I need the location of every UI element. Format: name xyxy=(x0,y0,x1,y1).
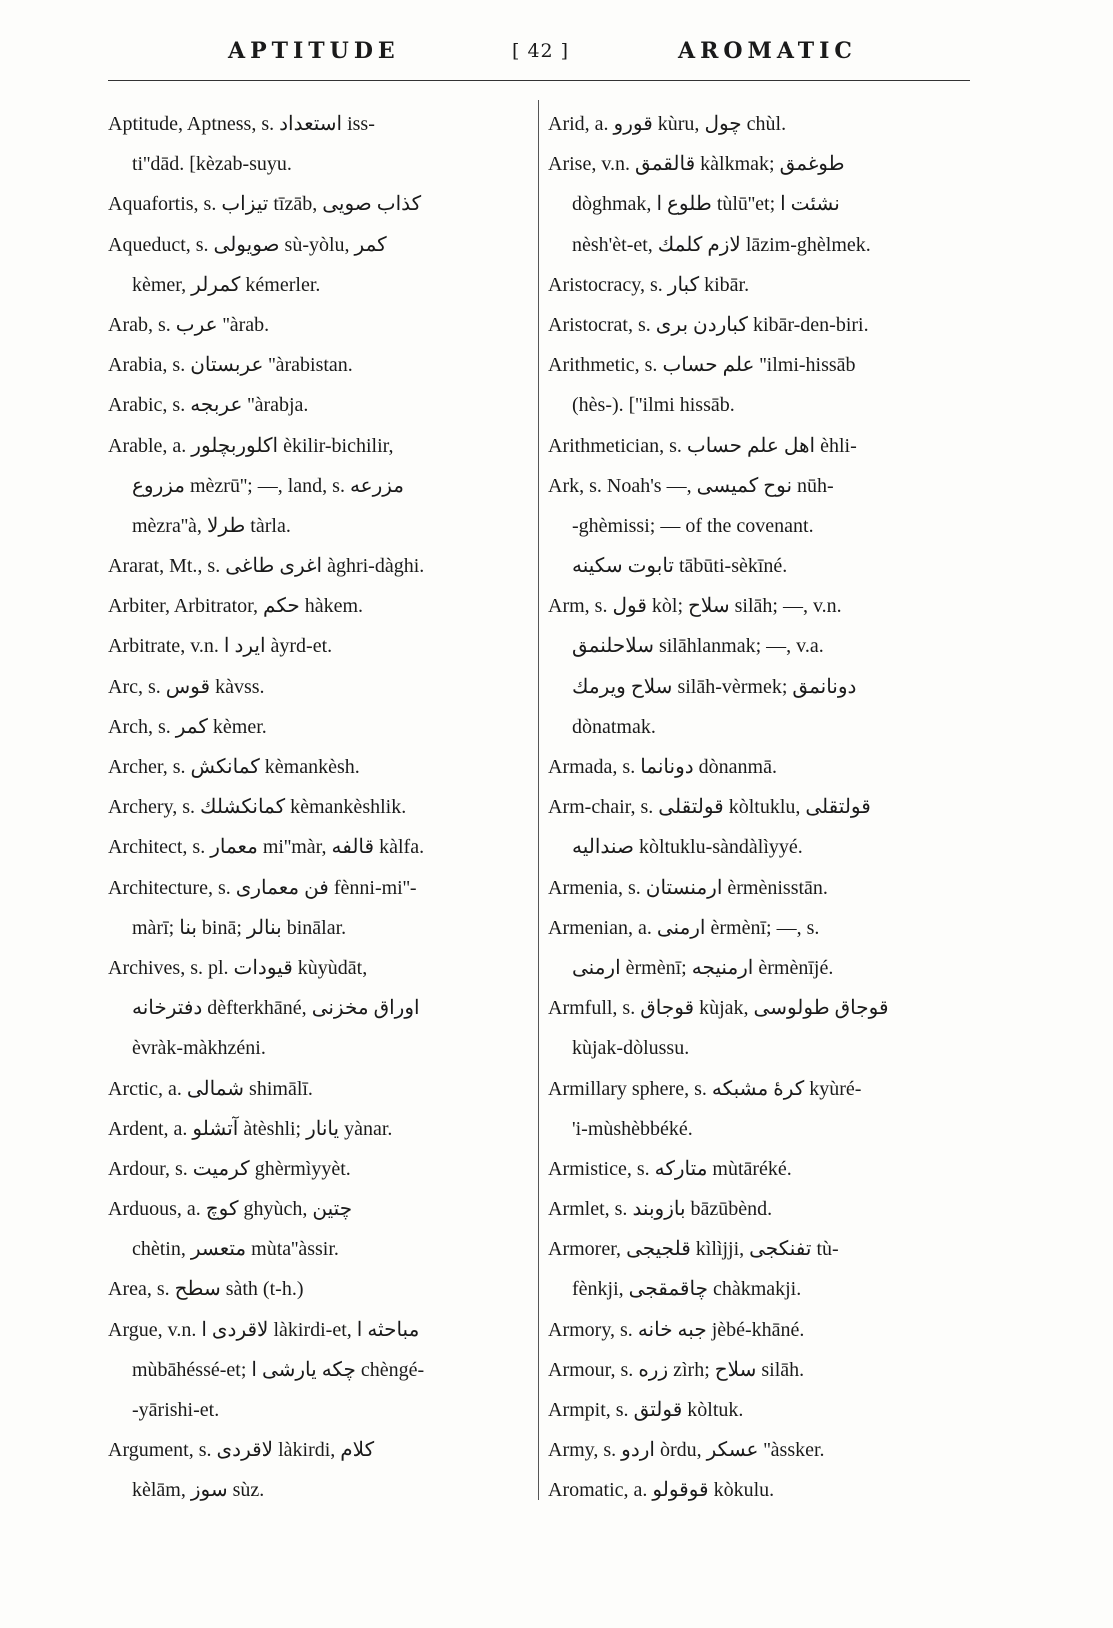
dictionary-entry xyxy=(108,1269,526,1309)
page-number: [ 42 ] xyxy=(512,40,570,62)
entry-continuation: kùjak-dòlussu. xyxy=(572,1037,690,1060)
dictionary-entry xyxy=(548,1229,966,1309)
header-rule xyxy=(108,80,970,81)
entry-continuation: chètin, متعسر mùta''àssir. xyxy=(132,1238,339,1261)
entry-continuation: صندالیه kòltuklu-sàndàlìyyé. xyxy=(572,836,803,859)
entry-continuation: mèzra''à, طرلا tàrla. xyxy=(132,514,291,537)
dictionary-entry xyxy=(548,1310,966,1350)
entry-headline: Arm-chair, s. قولتقلى kòltuklu, قولتقلى xyxy=(548,796,871,819)
dictionary-entry xyxy=(108,1109,526,1149)
entry-continuation: ارمنى èrmènī; ارمنيجه èrmènījé. xyxy=(572,956,834,979)
entry-continuation: -ghèmissi; — of the covenant. xyxy=(572,514,814,537)
dictionary-entry xyxy=(108,345,526,385)
entry-headline: Arm, s. قول kòl; سلاح silāh; —, v.n. xyxy=(548,595,842,618)
entry-headline: Aristocrat, s. كباردن برى kibār-den-biri. xyxy=(548,313,869,336)
entry-continuation: دفترخانه dèfterkhāné, اوراق مخزنى xyxy=(132,997,420,1020)
left-column xyxy=(108,104,526,1511)
entry-headline: Armenian, a. ارمنى èrmènī; —, s. xyxy=(548,916,820,939)
entry-headline: Aquafortis, s. تيزاب tīzāb, كذاب صويى xyxy=(108,193,422,216)
entry-continuation: kèmer, كمرلر kémerler. xyxy=(132,273,321,296)
entry-headline: Architect, s. معمار mi''màr, قالفه kàlfa. xyxy=(108,836,425,859)
dictionary-entry xyxy=(108,948,526,1069)
dictionary-entry xyxy=(108,827,526,867)
dictionary-entry xyxy=(108,1430,526,1510)
dictionary-entry xyxy=(548,305,966,345)
column-divider xyxy=(538,100,539,1500)
dictionary-entry xyxy=(108,305,526,345)
entry-headline: Aqueduct, s. صويولى sù-yòlu, كمر xyxy=(108,233,387,256)
entry-headline: Argument, s. لاقردى làkirdi, كلام xyxy=(108,1439,375,1462)
dictionary-entry xyxy=(548,1430,966,1470)
dictionary-entry xyxy=(548,1149,966,1189)
entry-headline: Arctic, a. شمالى shimālī. xyxy=(108,1077,313,1100)
entry-headline: Archer, s. كمانكش kèmankèsh. xyxy=(108,756,360,778)
dictionary-entry xyxy=(548,265,966,305)
dictionary-entry xyxy=(548,426,966,466)
entry-headline: Area, s. سطح sàth (t-h.) xyxy=(108,1278,304,1301)
dictionary-entry xyxy=(548,1350,966,1390)
entry-headline: Armenia, s. ارمنستان èrmènisstān. xyxy=(548,876,828,899)
dictionary-entry xyxy=(108,1149,526,1189)
right-column xyxy=(548,104,966,1511)
dictionary-entry xyxy=(548,908,966,988)
entry-continuation: dòghmak, طلوع ا tùlū''et; نشئت ا xyxy=(572,193,840,216)
entry-continuation: mùbāhéssé-et; چكه يارشى ا chèngé- xyxy=(132,1358,425,1381)
entry-headline: Armorer, قلجيجى kìlìjji, تفنكجى tù- xyxy=(548,1238,839,1261)
entry-headline: Arid, a. قورو kùru, چول chùl. xyxy=(548,113,787,135)
dictionary-entry xyxy=(548,868,966,908)
entry-headline: Armlet, s. بازوبند bāzūbènd. xyxy=(548,1198,773,1221)
entry-headline: Arc, s. قوس kàvss. xyxy=(108,675,265,698)
dictionary-entry xyxy=(548,747,966,787)
entry-headline: Ardour, s. كرميت ghèrmìyyèt. xyxy=(108,1157,351,1180)
entry-continuation: تابوت سكينه tābūti-sèkīné. xyxy=(572,555,788,578)
dictionary-entry xyxy=(108,1310,526,1431)
dictionary-entry xyxy=(108,184,526,224)
entry-headline: Architecture, s. فن معمارى fènni-mi''- xyxy=(108,876,417,899)
entry-headline: Armistice, s. متاركه mùtāréké. xyxy=(548,1157,792,1180)
dictionary-entry xyxy=(108,707,526,747)
entry-headline: Arduous, a. كوچ ghyùch, چتين xyxy=(108,1198,353,1221)
entry-continuation: màrī; بنا binā; بنالر binālar. xyxy=(132,916,347,939)
entry-continuation: -yārishi-et. xyxy=(132,1399,220,1421)
entry-continuation: سلاح ويرمك silāh-vèrmek; دونانمق xyxy=(572,675,857,698)
dictionary-entry xyxy=(108,1189,526,1269)
entry-headline: Arbitrate, v.n. ايرد ا àyrd-et. xyxy=(108,635,333,658)
entry-headline: Armour, s. زره zìrh; سلاح silāh. xyxy=(548,1358,805,1381)
entry-headline: Arbiter, Arbitrator, حكم hàkem. xyxy=(108,595,364,618)
entry-continuation: سلاحلنمق silāhlanmak; —, v.a. xyxy=(572,635,824,658)
dictionary-entry xyxy=(108,546,526,586)
entry-headline: Aromatic, a. قوقولو kòkulu. xyxy=(548,1479,775,1502)
dictionary-entry xyxy=(548,586,966,747)
dictionary-entry xyxy=(548,144,966,265)
entry-headline: Armada, s. دونانما dònanmā. xyxy=(548,756,777,778)
dictionary-entry xyxy=(108,426,526,547)
dictionary-entry xyxy=(548,1390,966,1430)
dictionary-entry xyxy=(548,1470,966,1510)
left-guide-word: APTITUDE xyxy=(228,38,400,64)
dictionary-entry xyxy=(108,626,526,666)
entry-headline: Army, s. اردو òrdu, عسكر ''àssker. xyxy=(548,1439,825,1462)
dictionary-entry xyxy=(108,787,526,827)
entry-headline: Arab, s. عرب ''àrab. xyxy=(108,313,270,336)
entry-headline: Aptitude, Aptness, s. استعداد iss- xyxy=(108,113,375,135)
dictionary-entry xyxy=(548,466,966,587)
entry-headline: Aristocracy, s. كبار kibār. xyxy=(548,273,750,296)
entry-headline: Arch, s. كمر kèmer. xyxy=(108,715,267,738)
entry-headline: Archery, s. كمانكشلك kèmankèshlik. xyxy=(108,796,407,819)
entry-continuation: مزروع mèzrū''; —, land, s. مزرعه xyxy=(132,474,405,497)
entry-continuation: kèlām, سوز sùz. xyxy=(132,1479,265,1502)
dictionary-entry xyxy=(108,385,526,425)
dictionary-entry xyxy=(548,345,966,425)
dictionary-entry xyxy=(108,104,526,184)
entry-headline: Arable, a. اكلوربچلور èkilir-bichilir, xyxy=(108,434,394,457)
dictionary-entry xyxy=(108,667,526,707)
entry-continuation: fènkji, چاقمقجى chàkmakji. xyxy=(572,1278,802,1301)
entry-headline: Arithmetic, s. علم حساب ''ilmi-hissāb xyxy=(548,354,856,377)
dictionary-entry xyxy=(108,868,526,948)
dictionary-entry xyxy=(548,787,966,867)
entry-headline: Armpit, s. قولتق kòltuk. xyxy=(548,1399,744,1421)
entry-headline: Armory, s. جبه خانه jèbé-khāné. xyxy=(548,1318,805,1341)
entry-headline: Arise, v.n. قالقمق kàlkmak; طوغمق xyxy=(548,153,845,176)
dictionary-entry xyxy=(108,225,526,305)
entry-headline: Armillary sphere, s. كرهٔ مشبكه kyùré- xyxy=(548,1077,862,1100)
dictionary-entry xyxy=(108,586,526,626)
dictionary-entry xyxy=(108,1069,526,1109)
entry-continuation: nèsh'èt-et, لازم كلمك lāzim-ghèlmek. xyxy=(572,233,871,256)
dictionary-entry xyxy=(548,1189,966,1229)
entry-headline: Archives, s. pl. قيودات kùyùdāt, xyxy=(108,956,368,979)
entry-headline: Arithmetician, s. اهل علم حساب èhli- xyxy=(548,434,857,457)
entry-headline: Ark, s. Noah's —, نوح كميسى nūh- xyxy=(548,474,834,497)
entry-headline: Argue, v.n. لاقردى ا làkirdi-et, مباحثه ا xyxy=(108,1318,420,1341)
entry-continuation: 'i-mùshèbbéké. xyxy=(572,1117,693,1140)
dictionary-entry xyxy=(548,104,966,144)
dictionary-entry xyxy=(548,1069,966,1149)
entry-continuation: ti''dād. [kèzab-suyu. xyxy=(132,153,292,176)
entry-headline: Ararat, Mt., s. اغرى طاغى àghri-dàghi. xyxy=(108,555,425,578)
dictionary-entry xyxy=(108,747,526,787)
dictionary-entry xyxy=(548,988,966,1068)
entry-continuation: dònatmak. xyxy=(572,715,656,738)
right-guide-word: AROMATIC xyxy=(678,38,857,64)
entry-continuation: èvràk-màkhzéni. xyxy=(132,1037,266,1060)
running-header xyxy=(0,38,1113,78)
entry-headline: Armfull, s. قوجاق kùjak, قوجاق طولوسى xyxy=(548,997,889,1020)
entry-headline: Arabic, s. عربجه ''àrabja. xyxy=(108,394,309,417)
entry-headline: Ardent, a. آتشلو àtèshli; يانار yànar. xyxy=(108,1117,393,1140)
entry-headline: Arabia, s. عربستان ''àrabistan. xyxy=(108,354,353,377)
entry-continuation: (hès-). [''ilmi hissāb. xyxy=(572,394,735,417)
